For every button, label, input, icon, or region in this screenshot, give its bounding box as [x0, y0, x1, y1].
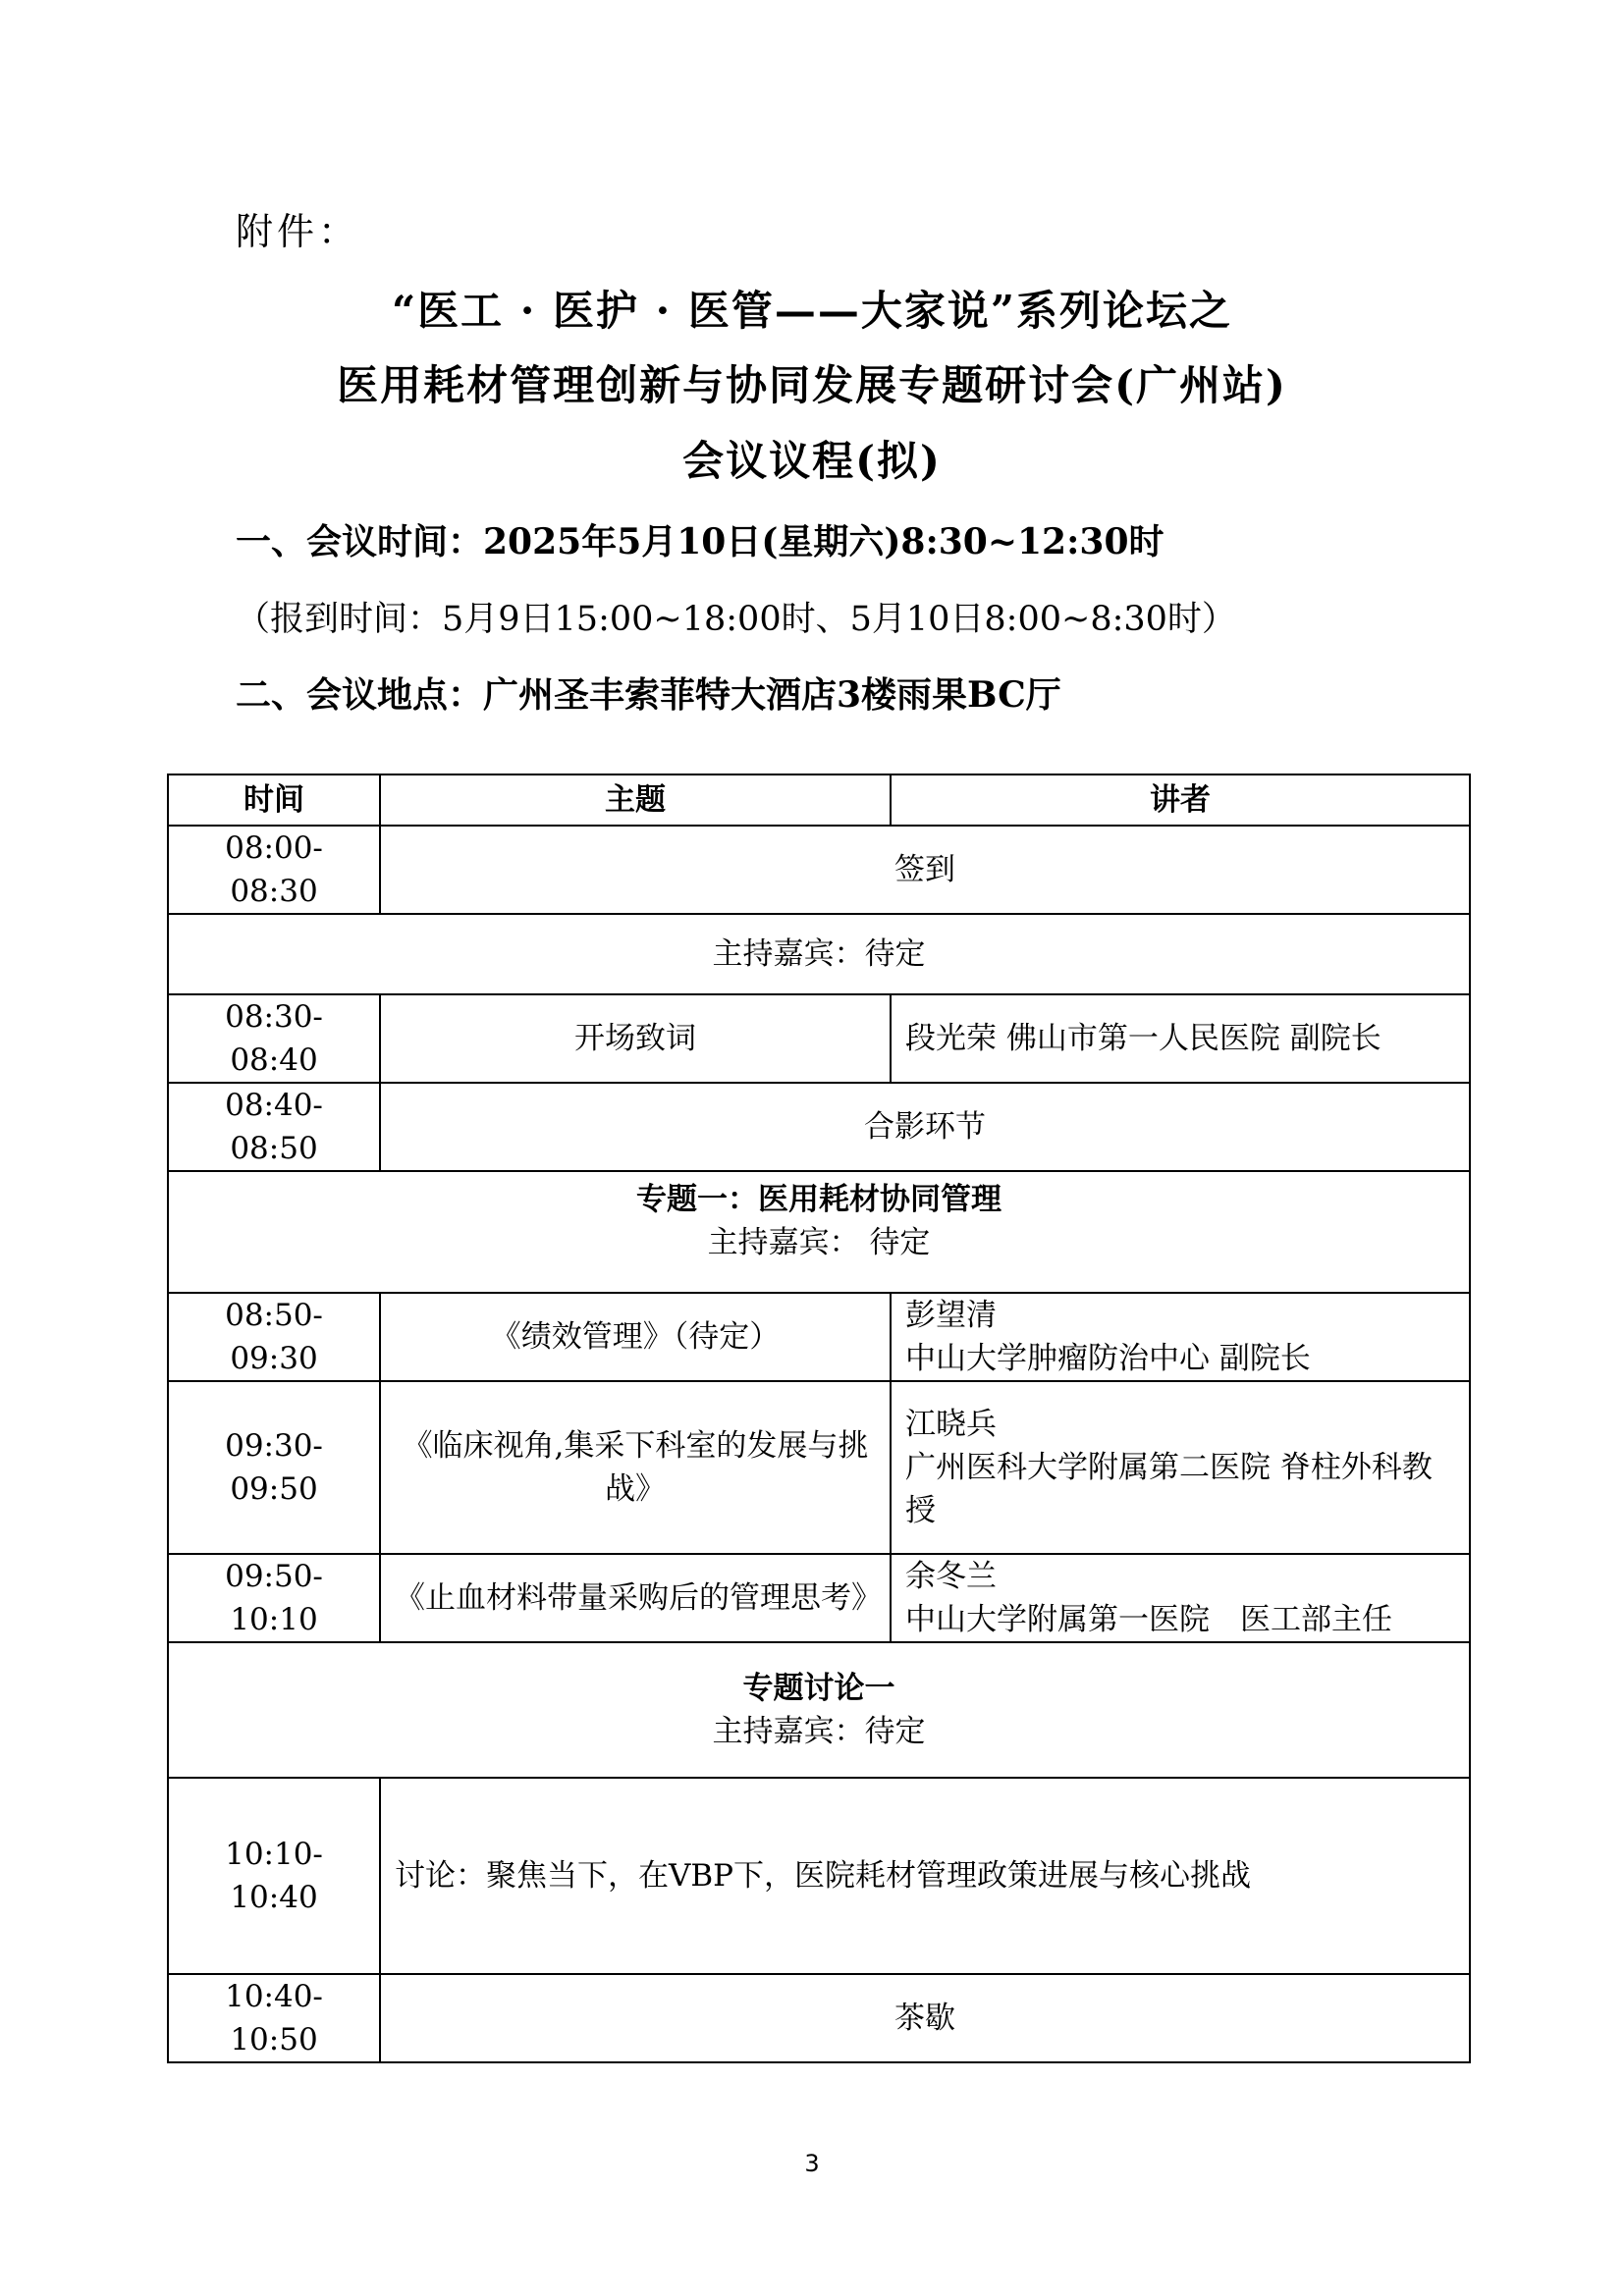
row-time: 08:40-08:50	[168, 1083, 380, 1171]
row-speaker: 段光荣 佛山市第一人民医院 副院长	[891, 994, 1470, 1083]
row-time: 08:50-09:30	[168, 1293, 380, 1381]
agenda-title: 会议议程(拟)	[682, 437, 942, 485]
meeting-time: 一、会议时间：2025年5月10日(星期六)8:30~12:30时	[236, 521, 1164, 562]
page-number: 3	[804, 2150, 820, 2177]
row-topic: 《止血材料带量采购后的管理思考》	[380, 1554, 891, 1642]
row-activity: 讨论：聚焦当下，在VBP下，医院耗材管理政策进展与核心挑战	[380, 1778, 1470, 1974]
speaker-name: 彭望清	[905, 1298, 997, 1333]
table-row	[168, 1083, 1470, 1171]
header-time: 时间	[168, 774, 380, 826]
table-row	[168, 1171, 1470, 1293]
speaker-name: 江晓兵	[905, 1407, 997, 1442]
speaker-name: 余冬兰	[905, 1559, 997, 1594]
seminar-title: 医用耗材管理创新与协同发展专题研讨会(广州站)	[337, 361, 1287, 409]
row-activity: 茶歇	[380, 1974, 1470, 2062]
speaker-org: 广州医科大学附属第二医院 脊柱外科教授	[905, 1450, 1433, 1528]
table-row	[168, 1974, 1470, 2062]
table-row	[168, 1381, 1470, 1554]
host-info: 主持嘉宾：待定	[712, 1714, 926, 1749]
row-speaker	[891, 1293, 1470, 1381]
table-row	[168, 1778, 1470, 1974]
table-row	[168, 826, 1470, 914]
table-row	[168, 1293, 1470, 1381]
row-topic: 开场致词	[380, 994, 891, 1083]
row-activity: 合影环节	[380, 1083, 1470, 1171]
row-time: 09:50-10:10	[168, 1554, 380, 1642]
speaker-org: 中山大学肿瘤防治中心 副院长	[905, 1341, 1311, 1376]
row-time: 10:10-10:40	[168, 1778, 380, 1974]
table-row	[168, 914, 1470, 994]
forum-title: “医工 · 医护 · 医管——大家说”系列论坛之	[391, 287, 1233, 335]
row-activity: 签到	[380, 826, 1470, 914]
meeting-venue: 二、会议地点：广州圣丰索菲特大酒店3楼雨果BC厅	[236, 674, 1061, 716]
discussion-title: 专题讨论一	[742, 1671, 895, 1706]
table-row	[168, 1554, 1470, 1642]
theme-section	[168, 1171, 1470, 1293]
host-info: 主持嘉宾：待定	[168, 914, 1470, 994]
row-speaker	[891, 1381, 1470, 1554]
row-time: 08:30-08:40	[168, 994, 380, 1083]
row-time: 08:00-08:30	[168, 826, 380, 914]
row-speaker	[891, 1554, 1470, 1642]
table-row	[168, 1642, 1470, 1778]
table-header-row	[168, 774, 1470, 826]
header-topic: 主题	[380, 774, 891, 826]
attachment-label: 附件：	[236, 210, 360, 253]
speaker-org: 中山大学附属第一医院 医工部主任	[905, 1602, 1392, 1637]
row-topic: 《临床视角,集采下科室的发展与挑战》	[380, 1381, 891, 1554]
host-info: 主持嘉宾： 待定	[707, 1225, 931, 1260]
discussion-section	[168, 1642, 1470, 1778]
registration-time: （报到时间：5月9日15:00~18:00时、5月10日8:00~8:30时）	[236, 600, 1236, 639]
agenda-table	[167, 774, 1471, 2063]
theme-title: 专题一：医用耗材协同管理	[636, 1182, 1001, 1217]
table-row	[168, 994, 1470, 1083]
row-topic: 《绩效管理》（待定）	[380, 1293, 891, 1381]
row-time: 09:30-09:50	[168, 1381, 380, 1554]
header-speaker: 讲者	[891, 774, 1470, 826]
row-time: 10:40-10:50	[168, 1974, 380, 2062]
